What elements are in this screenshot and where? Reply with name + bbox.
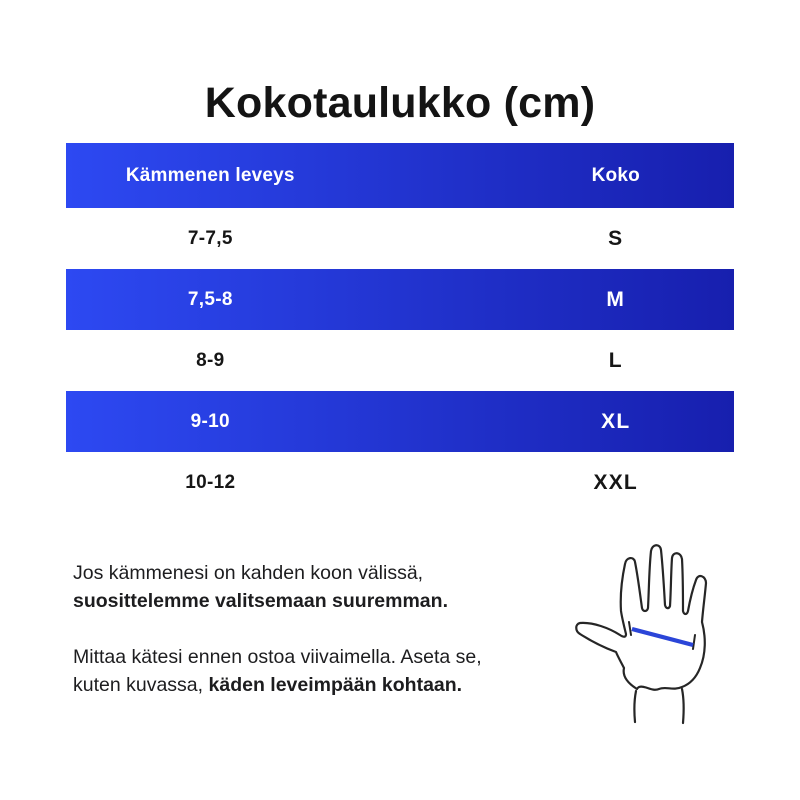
notes-section (73, 560, 543, 728)
palm-width-value: 9-10 (190, 410, 230, 432)
wrist-right-line (682, 689, 684, 723)
hand-illustration (563, 538, 725, 734)
hand-outline (576, 545, 706, 690)
size-value: S (608, 226, 624, 250)
wrist-left-line (634, 691, 636, 722)
measure-note-line2-bold: käden leveimpään kohtaan. (208, 673, 463, 696)
header-palm-width-label: Kämmenen leveys (125, 164, 295, 186)
size-table-body (66, 208, 734, 513)
table-row (66, 391, 734, 452)
measure-note (73, 644, 543, 699)
size-value: M (606, 287, 626, 311)
page-title: Kokotaulukko (cm) (204, 78, 596, 127)
palm-width-value: 8-9 (196, 349, 225, 371)
table-row (66, 330, 734, 391)
size-table-header (66, 143, 734, 208)
table-row (66, 208, 734, 269)
fit-note (73, 560, 543, 615)
fit-note-bold: suosittelemme valitsemaan suuremman. (73, 589, 448, 612)
size-value: XL (601, 409, 631, 433)
header-size-label: Koko (591, 164, 640, 186)
palm-width-value: 7,5-8 (187, 288, 233, 310)
size-table (66, 143, 734, 513)
size-value: XXL (593, 470, 638, 494)
palm-width-value: 10-12 (185, 471, 236, 493)
palm-width-value: 7-7,5 (187, 227, 233, 249)
table-row (66, 269, 734, 330)
measure-note-line1: Mittaa kätesi ennen ostoa viivaimella. Aseta se, (73, 646, 482, 668)
measure-note-line2-regular: kuten kuvassa, (73, 673, 209, 696)
hand-illustration-svg (563, 538, 725, 734)
fit-note-regular: Jos kämmenesi on kahden koon välissä, (73, 562, 424, 584)
table-row (66, 452, 734, 513)
size-value: L (608, 348, 623, 372)
